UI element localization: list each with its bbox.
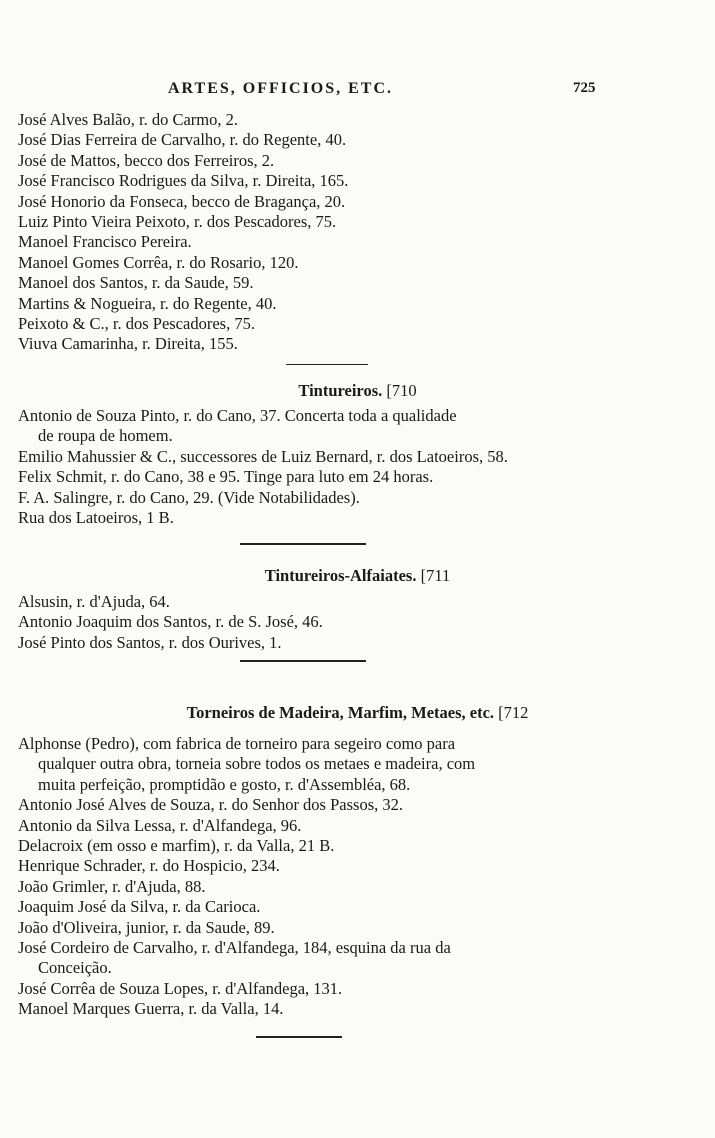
list-item: Viuva Camarinha, r. Direita, 155. — [18, 334, 238, 354]
list-item: Luiz Pinto Vieira Peixoto, r. dos Pescadores, 75. — [18, 212, 337, 232]
list-item: Antonio de Souza Pinto, r. do Cano, 37. Concerta toda a qualidade — [18, 406, 457, 425]
alfaiates-list — [18, 592, 598, 653]
list-item: José de Mattos, becco dos Ferreiros, 2. — [18, 150, 275, 170]
list-item: Rua dos Latoeiros, 1 B. — [18, 508, 174, 528]
section-title-torneiros — [0, 703, 715, 723]
torneiros-list — [18, 734, 598, 1020]
list-item: Antonio da Silva Lessa, r. d'Alfandega, 96. — [18, 815, 302, 835]
section-heading: Tintureiros. — [298, 381, 383, 400]
section-heading: Torneiros de Madeira, Marfim, Metaes, etc. — [186, 703, 495, 722]
tintureiros-list — [18, 406, 598, 528]
section-code: [712 — [498, 703, 529, 722]
list-item-continuation: qualquer outra obra, torneia sobre todos os metaes e madeira, com — [38, 754, 476, 774]
page-number: 725 — [573, 80, 596, 96]
list-item: Antonio Joaquim dos Santos, r. de S. José, 46. — [18, 612, 323, 632]
list-item: Felix Schmit, r. do Cano, 38 e 95. Tinge para luto em 24 horas. — [18, 467, 434, 487]
list-item: Manoel Marques Guerra, r. da Valla, 14. — [18, 999, 284, 1019]
list-item-continuation: muita perfeição, promptidão e gosto, r. d'Assembléa, 68. — [38, 774, 411, 794]
list-item: Henrique Schrader, r. do Hospicio, 234. — [18, 856, 280, 876]
section-divider — [256, 1036, 342, 1038]
section-title-tintureiros — [0, 381, 715, 401]
list-item: Alsusin, r. d'Ajuda, 64. — [18, 592, 170, 611]
list-item: José Dias Ferreira de Carvalho, r. do Regente, 40. — [18, 130, 347, 150]
list-item: F. A. Salingre, r. do Cano, 29. (Vide Notabilidades). — [18, 487, 360, 507]
list-item: José Alves Balão, r. do Carmo, 2. — [18, 110, 238, 129]
top-list — [18, 110, 598, 355]
list-item-continuation: de roupa de homem. — [38, 426, 173, 446]
list-item: José Cordeiro de Carvalho, r. d'Alfandega, 184, esquina da rua da — [18, 938, 451, 958]
section-divider — [240, 543, 366, 545]
list-item: Delacroix (em osso e marfim), r. da Valla, 21 B. — [18, 836, 335, 856]
list-item: Manoel dos Santos, r. da Saude, 59. — [18, 273, 254, 293]
running-title: ARTES, OFFICIOS, ETC. — [168, 80, 394, 97]
list-item: João d'Oliveira, junior, r. da Saude, 89. — [18, 917, 275, 937]
list-item: João Grimler, r. d'Ajuda, 88. — [18, 876, 206, 896]
list-item: Manoel Gomes Corrêa, r. do Rosario, 120. — [18, 252, 299, 272]
page-header — [0, 80, 715, 104]
section-title-alfaiates — [0, 566, 715, 586]
section-divider — [286, 364, 368, 365]
list-item: Joaquim José da Silva, r. da Carioca. — [18, 897, 261, 917]
list-item: Peixoto & C., r. dos Pescadores, 75. — [18, 314, 255, 334]
list-item: José Corrêa de Souza Lopes, r. d'Alfandega, 131. — [18, 978, 343, 998]
section-code: [710 — [386, 381, 417, 400]
list-item: José Francisco Rodrigues da Silva, r. Direita, 165. — [18, 171, 349, 191]
list-item: Emilio Mahussier & C., successores de Luiz Bernard, r. dos Latoeiros, 58. — [18, 446, 508, 466]
section-heading: Tintureiros-Alfaiates. — [264, 566, 417, 585]
list-item: Martins & Nogueira, r. do Regente, 40. — [18, 293, 277, 313]
list-item: José Honorio da Fonseca, becco de Bragança, 20. — [18, 191, 346, 211]
list-item: Manoel Francisco Pereira. — [18, 232, 192, 252]
section-divider — [240, 660, 366, 662]
list-item: José Pinto dos Santos, r. dos Ourives, 1. — [18, 632, 282, 652]
list-item: Alphonse (Pedro), com fabrica de torneiro para segeiro como para — [18, 734, 456, 753]
list-item: Antonio José Alves de Souza, r. do Senhor dos Passos, 32. — [18, 795, 403, 815]
section-code: [711 — [420, 566, 451, 585]
list-item-continuation: Conceição. — [38, 958, 112, 978]
